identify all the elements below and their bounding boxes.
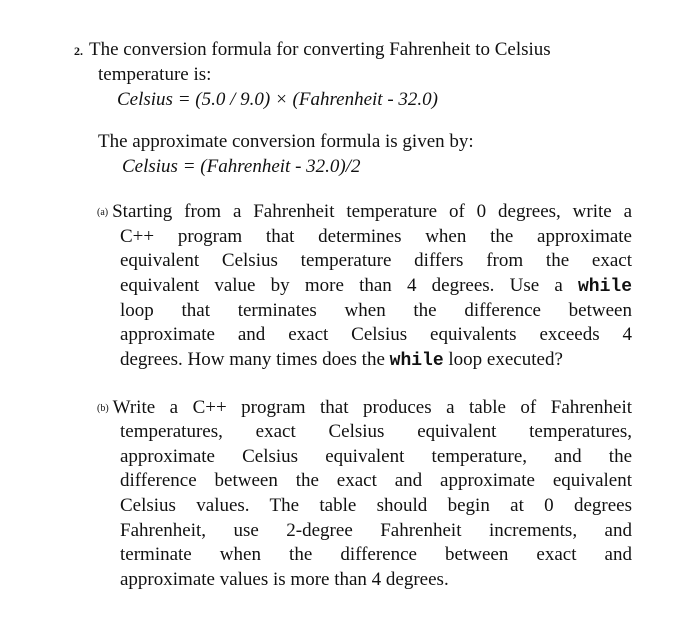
question-intro-line-1 [74, 38, 551, 63]
part-b-line-4: difference between the exact and approximate equivalent [120, 470, 632, 491]
while-keyword-2: while [389, 351, 444, 371]
part-a-line-5: loop that terminates when the difference between [120, 300, 632, 321]
part-b-line-7: terminate when the difference between exact and [120, 544, 632, 565]
part-b-line-5: Celsius values. The table should begin at 0 degrees [120, 495, 632, 516]
part-b-line-3: approximate Celsius equivalent temperature, and the [120, 446, 632, 467]
question-intro-line-2: temperature is: [98, 64, 212, 85]
part-a-line-7: degrees. How many times does the while loop executed? [120, 349, 563, 371]
question-number: 2. [74, 44, 83, 58]
part-a-line-2: C++ program that determines when the approximate [120, 226, 632, 247]
part-a-line-6: approximate and exact Celsius equivalents exceeds 4 [120, 324, 632, 345]
part-b-line-1: (b) Write a C++ program that produces a table of Fahrenheit [97, 397, 632, 418]
approx-formula: Celsius = (Fahrenheit - 32.0)/2 [122, 156, 361, 177]
part-b-line-2: temperatures, exact Celsius equivalent temperatures, [120, 421, 632, 442]
intro-text-1: The conversion formula for converting Fahrenheit to Celsius [89, 39, 551, 60]
while-keyword: while [577, 277, 632, 297]
part-b-marker: (b) [97, 403, 109, 414]
part-a-marker: (a) [97, 207, 109, 218]
part-b-line-8: approximate values is more than 4 degrees. [120, 569, 449, 590]
part-b-line-6: Fahrenheit, use 2-degree Fahrenheit increments, and [120, 520, 632, 541]
part-a-line-4: equivalent value by more than 4 degrees. Use a while [120, 275, 632, 297]
part-a-line-1: (a) Starting from a Fahrenheit temperature of 0 degrees, write a [97, 201, 632, 222]
part-a-line-3: equivalent Celsius temperature differs from the exact [120, 250, 632, 271]
approx-intro: The approximate conversion formula is given by: [98, 131, 474, 152]
exact-formula: Celsius = (5.0 / 9.0) × (Fahrenheit - 32.0) [117, 89, 438, 110]
